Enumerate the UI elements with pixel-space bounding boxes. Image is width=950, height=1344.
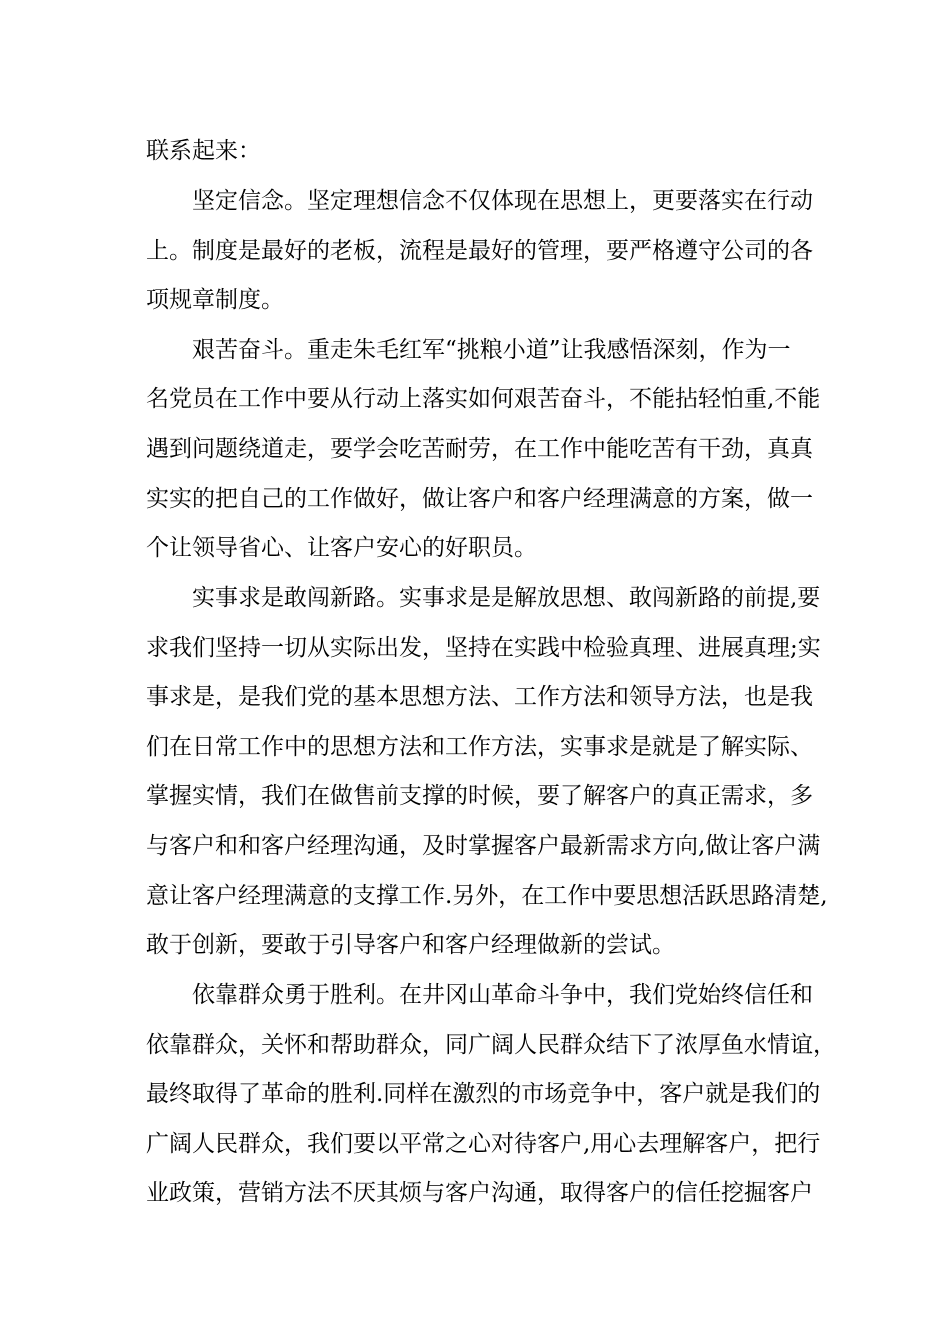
text-line: 事求是，是我们党的基本思想方法、工作方法和领导方法，也是我 [146,684,813,710]
text-line: 个让领导省心、让客户安心的好职员。 [146,535,537,561]
text-line: 广阔人民群众，我们要以平常之心对待客户,用心去理解客户，把行 [146,1131,821,1157]
text-line: 名党员在工作中要从行动上落实如何艰苦奋斗，不能拈轻怕重,不能 [146,386,821,412]
text-line: 上。制度是最好的老板，流程是最好的管理，要严格遵守公司的各 [146,238,813,264]
text-line: 敢于创新，要敢于引导客户和客户经理做新的尝试。 [146,932,675,958]
text-line: 联系起来： [146,138,261,164]
text-line: 遇到问题绕道走，要学会吃苦耐劳，在工作中能吃苦有干劲，真真 [146,436,813,462]
text-line: 项规章制度。 [146,287,284,313]
text-line: 实实的把自己的工作做好，做让客户和客户经理满意的方案，做一 [146,486,813,512]
text-line: 们在日常工作中的思想方法和工作方法，实事求是就是了解实际、 [146,734,813,760]
text-line: 掌握实情，我们在做售前支撑的时候，要了解客户的真正需求，多 [146,783,813,809]
text-line: 最终取得了革命的胜利.同样在激烈的市场竞争中，客户就是我们的 [146,1081,821,1107]
paragraph-first-line: 实事求是敢闯新路。实事求是是解放思想、敢闯新路的前提,要 [192,585,821,611]
text-line: 业政策，营销方法不厌其烦与客户沟通，取得客户的信任挖掘客户 [146,1180,813,1206]
text-line: 依靠群众，关怀和帮助群众，同广阔人民群众结下了浓厚鱼水情谊， [146,1032,836,1058]
text-line: 求我们坚持一切从实际出发，坚持在实践中检验真理、进展真理;实 [146,635,821,661]
text-line: 与客户和和客户经理沟通，及时掌握客户最新需求方向,做让客户满 [146,833,821,859]
paragraph-first-line: 依靠群众勇于胜利。在井冈山革命斗争中，我们党始终信任和 [192,982,813,1008]
paragraph-first-line: 坚定信念。坚定理想信念不仅体现在思想上，更要落实在行动 [192,188,813,214]
text-line: 意让客户经理满意的支撑工作.另外，在工作中要思想活跃思路清楚, [146,883,828,909]
paragraph-first-line: 艰苦奋斗。重走朱毛红军“挑粮小道”让我感悟深刻，作为一 [192,337,791,363]
